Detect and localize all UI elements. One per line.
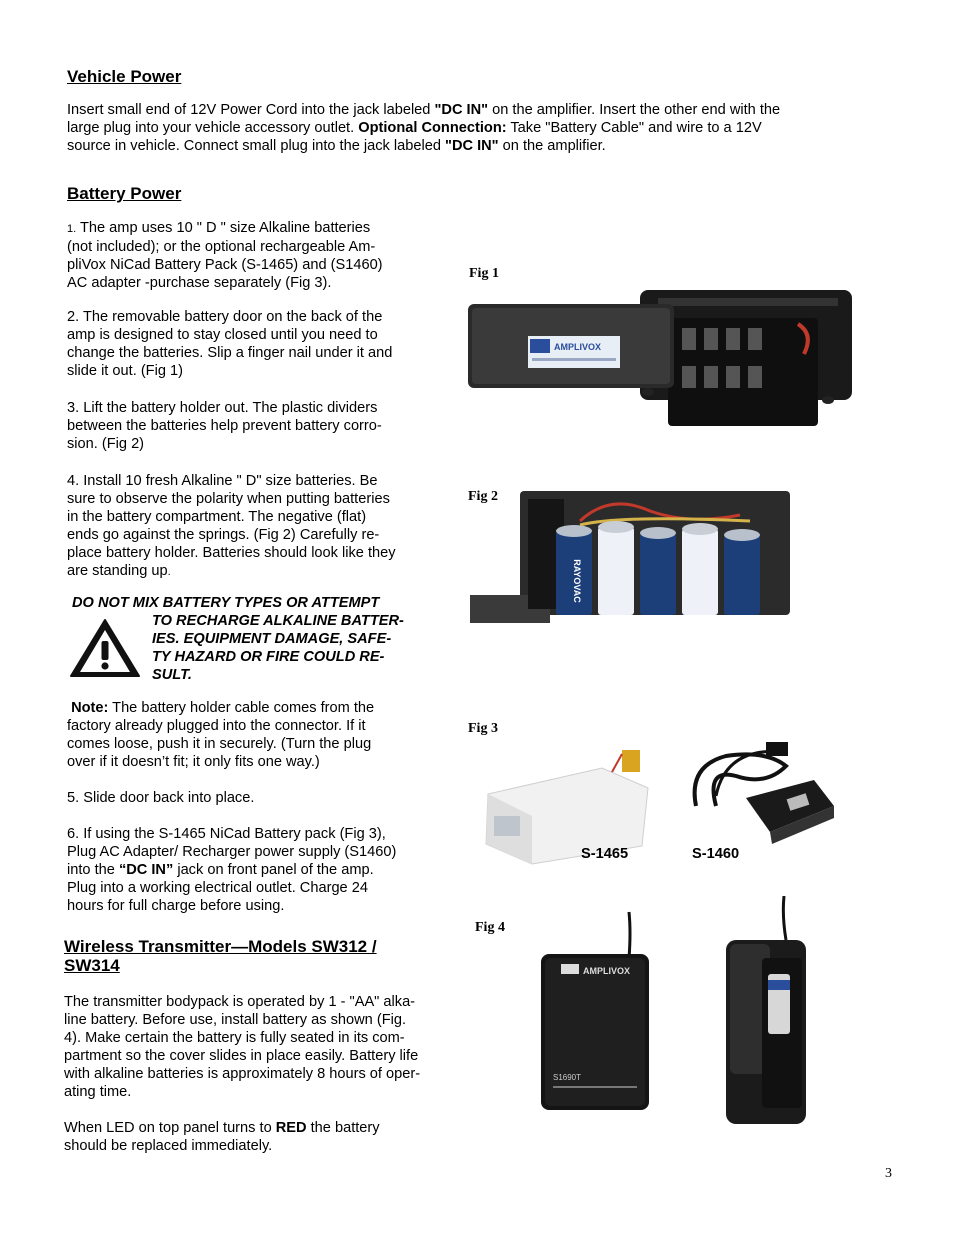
wireless-led-paragraph: When LED on top panel turns to RED the battery should be replaced immediately. (64, 1120, 380, 1154)
vehicle-power-heading: Vehicle Power (67, 67, 182, 86)
wireless-heading: Wireless Transmitter—Models SW312 / SW314 (64, 937, 377, 975)
fig3-label: Fig 3 (468, 721, 498, 736)
fig1-amp-image (468, 288, 860, 434)
fig4-transmitter-front-image (535, 910, 655, 1122)
battery-step-6: 6. If using the S-1465 NiCad Battery pack (Fig 3), Plug AC Adapter/ Recharger power supply (S1460) into the “DC IN” jack on front panel of the amp. Plug into a working electrical outlet. Charge 24 hours for full charge before using. (67, 826, 397, 914)
fig4-transmitter-label: S1690T (553, 1073, 582, 1082)
fig3-caption-s1460: S-1460 (692, 846, 740, 862)
fig2-battery-holder-image (470, 491, 792, 625)
battery-note: Note: The battery holder cable comes from the factory already plugged into the connector. If it comes loose, push it in securely. (Turn the plug over if it doesn’t fit; it only fits one way.) (67, 700, 375, 770)
warning-line-1: DO NOT MIX BATTERY TYPES OR ATTEMPT (72, 595, 380, 611)
fig3-caption-s1465: S-1465 (581, 846, 629, 862)
battery-step-2: 2. The removable battery door on the back of the amp is designed to stay closed until you need to change the batteries. Slip a finger nail under it and slide it out. (Fig 1) (67, 309, 393, 379)
battery-step-1: 1. The amp uses 10 " D " size Alkaline batteries (not included); or the optional rechargeable Am- pliVox NiCad Battery Pack (S-1465) and (S1460) AC adapter -purchase separately (Fig 3). (67, 220, 383, 291)
fig4-transmitter-back-image (722, 896, 810, 1128)
warning-triangle-icon (68, 616, 142, 680)
battery-step-3: 3. Lift the battery holder out. The plastic dividers between the batteries help prevent battery corro- sion. (Fig 2) (67, 400, 382, 452)
fig4-label: Fig 4 (475, 920, 505, 935)
fig2-label: Fig 2 (468, 489, 498, 504)
fig1-logo-text: AMPLIVOX (554, 342, 602, 352)
warning-text: TO RECHARGE ALKALINE BATTER- IES. EQUIPMENT DAMAGE, SAFE- TY HAZARD OR FIRE COULD RE- SULT. (152, 613, 404, 683)
battery-power-heading: Battery Power (67, 184, 182, 203)
fig1-label: Fig 1 (469, 266, 499, 281)
battery-step-5: 5. Slide door back into place. (67, 790, 255, 806)
battery-step-4: 4. Install 10 fresh Alkaline " D" size batteries. Be sure to observe the polarity when putting batteries in the battery compartment. The negative (flat) ends go against the springs. (Fig 2) Carefully re- place battery holder. Batteries should look like they are standing up. (67, 473, 396, 579)
fig2-battery-brand: RAYOVAC (572, 559, 582, 603)
wireless-paragraph: The transmitter bodypack is operated by 1 - "AA" alka- line battery. Before use, install battery as shown (Fig. 4). Make certain the battery is fully seated in its com- partment so the cover slides in place easily. Battery life with alkaline batteries is approximately 8 hours of oper- ating time. (64, 994, 421, 1100)
fig4-logo-text: AMPLIVOX (583, 966, 631, 976)
page-number: 3 (885, 1166, 892, 1181)
vehicle-power-paragraph: Insert small end of 12V Power Cord into the jack labeled "DC IN" on the amplifier. Insert the other end with the large plug into your vehicle accessory outlet. Optional Connection: Take "Battery Cable" and wire to a 12V source in vehicle. Connect small plug into the jack labeled "DC IN" on the amplifier. (67, 102, 781, 154)
fig3-ac-adapter-image (686, 736, 836, 848)
